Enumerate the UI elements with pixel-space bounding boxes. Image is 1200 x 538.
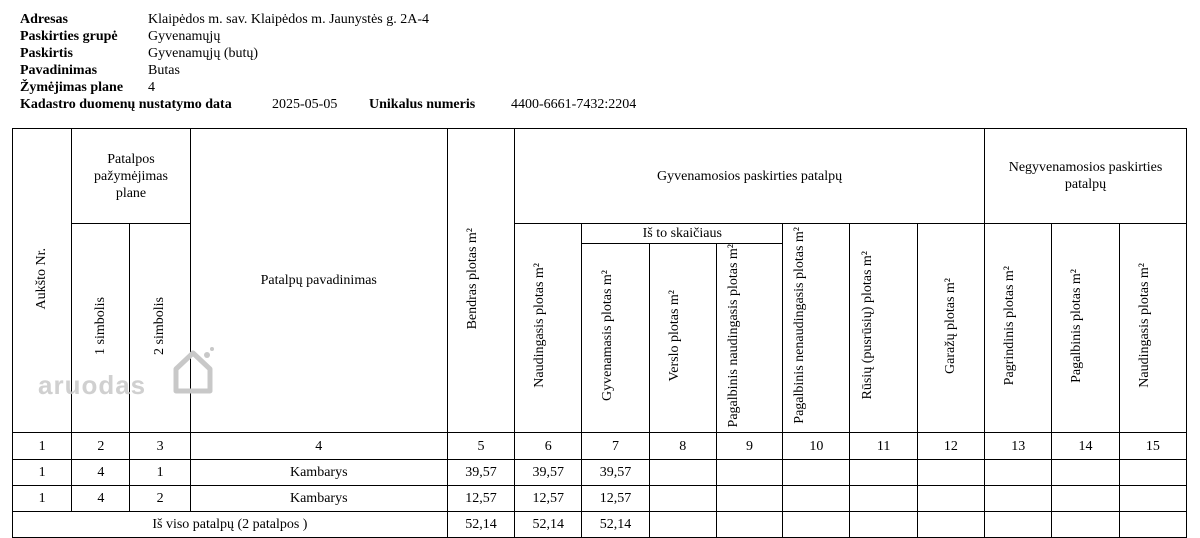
header-pagalb-nenaud: Pagalbinis nenaudingasis plotas m² xyxy=(783,224,850,433)
header-row-paskirties-grupe xyxy=(20,28,636,45)
header-pavadinimas: Patalpų pavadinimas xyxy=(190,129,447,433)
header-gyvenamosios: Gyvenamosios paskirties patalpų xyxy=(515,129,985,224)
header-pagrindinis: Pagrindinis plotas m² xyxy=(985,224,1052,433)
total-bendras: 52,14 xyxy=(447,512,514,538)
col-number: 4 xyxy=(190,433,447,460)
cell-empty xyxy=(716,486,782,512)
header-label: Paskirties grupė xyxy=(20,29,118,44)
col-number: 1 xyxy=(13,433,72,460)
cell-empty xyxy=(783,512,850,538)
cell-empty xyxy=(985,486,1052,512)
cell-aukstas: 1 xyxy=(13,460,72,486)
header-label: Paskirtis xyxy=(20,46,73,61)
cell-aukstas: 1 xyxy=(13,486,72,512)
total-label: Iš viso patalpų (2 patalpos ) xyxy=(13,512,448,538)
header-value: 4 xyxy=(148,80,155,95)
cell-empty xyxy=(1119,512,1186,538)
total-naudingasis: 52,14 xyxy=(515,512,582,538)
header-value: Gyvenamųjų (butų) xyxy=(148,46,259,61)
cell-empty xyxy=(1119,460,1186,486)
header-row-kadastro xyxy=(20,96,636,113)
cell-empty xyxy=(985,460,1052,486)
header-row-adresas xyxy=(20,11,636,28)
header-row-paskirtis xyxy=(20,45,636,62)
header-gyvenamasis: Gyvenamasis plotas m² xyxy=(582,244,649,433)
cell-naudingasis: 39,57 xyxy=(515,460,582,486)
header-naudingasis: Naudingasis plotas m² xyxy=(515,224,582,433)
col-number: 6 xyxy=(515,433,582,460)
cell-empty xyxy=(783,460,850,486)
cell-empty xyxy=(649,486,716,512)
cell-empty xyxy=(1052,460,1119,486)
col-number: 8 xyxy=(649,433,716,460)
watermark-logo: aruodas xyxy=(38,370,147,400)
cell-pavadinimas: Kambarys xyxy=(190,486,447,512)
header-label: Pavadinimas xyxy=(20,63,98,78)
col-number: 15 xyxy=(1119,433,1186,460)
cell-s2: 2 xyxy=(130,486,190,512)
column-number-row xyxy=(13,433,1187,460)
cell-s2: 1 xyxy=(130,460,190,486)
cell-empty xyxy=(716,460,782,486)
header-rusiu: Rūsių (pusrūsių) plotas m² xyxy=(850,224,917,433)
header-label: Adresas xyxy=(20,12,68,27)
cell-empty xyxy=(1052,486,1119,512)
patalpu-table xyxy=(12,128,1187,538)
cell-naudingasis: 12,57 xyxy=(515,486,582,512)
header-value: Butas xyxy=(148,63,180,78)
kadastro-label: Kadastro duomenų nustatymo data xyxy=(20,97,232,112)
cell-empty xyxy=(917,486,984,512)
cell-s1: 4 xyxy=(72,460,130,486)
cell-empty xyxy=(716,512,782,538)
cell-empty xyxy=(783,486,850,512)
unikalus-numeris: 4400-6661-7432:2204 xyxy=(511,97,637,112)
header-negyvenamosios: Negyvenamosios paskirties patalpų xyxy=(985,129,1187,224)
header-aukstas: Aukšto Nr. xyxy=(13,129,72,433)
col-number: 3 xyxy=(130,433,190,460)
col-number: 7 xyxy=(582,433,649,460)
cell-empty xyxy=(649,460,716,486)
header-bendras: Bendras plotas m² xyxy=(447,129,514,433)
cell-empty xyxy=(850,486,917,512)
header-value: Gyvenamųjų xyxy=(148,29,221,44)
cell-s1: 4 xyxy=(72,486,130,512)
col-number: 9 xyxy=(716,433,782,460)
header-s2: 2 simbolis xyxy=(130,224,190,433)
col-number: 2 xyxy=(72,433,130,460)
header-value: Klaipėdos m. sav. Klaipėdos m. Jaunystės g. 2A-4 xyxy=(148,12,429,27)
cell-gyvenamasis: 12,57 xyxy=(582,486,649,512)
cell-empty xyxy=(850,460,917,486)
document-header xyxy=(20,11,636,113)
cell-empty xyxy=(649,512,716,538)
cell-gyvenamasis: 39,57 xyxy=(582,460,649,486)
cell-pavadinimas: Kambarys xyxy=(190,460,447,486)
cell-empty xyxy=(1052,512,1119,538)
total-row xyxy=(13,512,1187,538)
unikalus-label: Unikalus numeris xyxy=(369,97,476,112)
header-garazu: Garažų plotas m² xyxy=(917,224,984,433)
cell-empty xyxy=(850,512,917,538)
col-number: 12 xyxy=(917,433,984,460)
total-gyvenamasis: 52,14 xyxy=(582,512,649,538)
header-pagalb-naud: Pagalbinis naudingasis plotas m² xyxy=(716,244,782,433)
header-verslo: Verslo plotas m² xyxy=(649,244,716,433)
cell-empty xyxy=(917,512,984,538)
col-number: 14 xyxy=(1052,433,1119,460)
table-row xyxy=(13,460,1187,486)
header-is-to-skaiciaus: Iš to skaičiaus xyxy=(582,224,783,244)
header-s1: 1 simbolis xyxy=(72,224,130,433)
header-label: Žymėjimas plane xyxy=(20,80,124,95)
col-number: 10 xyxy=(783,433,850,460)
header-n-pagalbinis: Pagalbinis plotas m² xyxy=(1052,224,1119,433)
cell-empty xyxy=(917,460,984,486)
cell-empty xyxy=(985,512,1052,538)
header-row-zymejimas xyxy=(20,79,636,96)
col-number: 13 xyxy=(985,433,1052,460)
header-row-pavadinimas xyxy=(20,62,636,79)
cell-bendras: 39,57 xyxy=(447,460,514,486)
kadastro-date: 2025-05-05 xyxy=(272,97,338,112)
table-row xyxy=(13,486,1187,512)
header-patalpos: Patalpos pažymėjimas plane xyxy=(72,129,190,224)
cell-bendras: 12,57 xyxy=(447,486,514,512)
col-number: 5 xyxy=(447,433,514,460)
cell-empty xyxy=(1119,486,1186,512)
header-n-naudingasis: Naudingasis plotas m² xyxy=(1119,224,1186,433)
col-number: 11 xyxy=(850,433,917,460)
